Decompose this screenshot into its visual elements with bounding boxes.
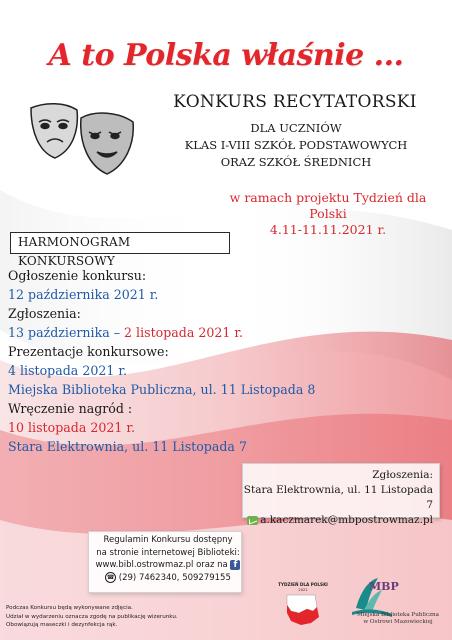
contact-email-row — [243, 513, 433, 528]
present-place: Miejska Biblioteka Publiczna, ul. 11 Listopada 8 — [8, 382, 316, 397]
audience-line-2: KLAS I-VIII SZKÓŁ PODSTAWOWYCH — [184, 138, 408, 152]
library-name-line-2: w Ostrowi Mazowieckiej — [363, 619, 433, 625]
project-line-2: 4.11-11.11.2021 r. — [269, 222, 387, 237]
footnote-line-1: Podczas Konkursu będą wykonywane zdjęcia. — [6, 605, 133, 611]
contact-place: Stara Elektrownia, ul. 11 Listopada 7 — [243, 484, 433, 511]
audience-block — [160, 120, 432, 171]
present-date: 4 listopada 2021 r. — [8, 363, 128, 378]
award-place: Stara Elektrownia, ul. 11 Listopada 7 — [8, 439, 247, 454]
library-logo-letters: MBP — [369, 580, 399, 593]
award-date: 10 listopada 2021 r. — [8, 420, 136, 435]
footnote-line-2: Udział w wydarzeniu oznacza zgodę na publikację wizerunku. — [6, 613, 178, 620]
rules-line-1: Regulamin Konkursu dostępny — [103, 535, 233, 545]
svg-text:2021: 2021 — [298, 588, 308, 592]
rules-website[interactable]: www.bibl.ostrowmaz.pl oraz na — [95, 560, 228, 570]
apply-label: Zgłoszenia: — [8, 306, 81, 321]
schedule-heading: HARMONOGRAM KONKURSOWY — [10, 232, 230, 254]
contact-box — [242, 463, 440, 526]
rules-phone — [93, 572, 243, 585]
facebook-icon[interactable]: f — [230, 560, 240, 570]
audience-line-3: ORAZ SZKÓŁ ŚREDNICH — [220, 155, 372, 169]
footnote — [6, 604, 246, 630]
library-name — [343, 612, 452, 626]
project-block — [218, 190, 438, 238]
footnote-line-3: Obowiązują maseczki i dezynfekcja rąk. — [6, 622, 118, 628]
announce-date: 12 października 2021 r. — [8, 287, 159, 302]
rules-text — [93, 534, 243, 584]
theatre-masks-icon — [25, 100, 145, 180]
poster-title: A to Polska właśnie ... — [48, 38, 404, 73]
present-label: Prezentacje konkursowe: — [8, 344, 169, 359]
project-line-1: w ramach projektu Tydzień dla Polski — [229, 190, 427, 221]
apply-dates — [8, 323, 448, 342]
week-for-poland-badge-logo — [277, 577, 329, 629]
rules-line-2: na stronie internetowej Biblioteki: — [96, 547, 240, 558]
contact-email[interactable]: a.kaczmarek@mbpostrowmaz.pl — [260, 514, 433, 526]
apply-from: 13 października – — [8, 325, 121, 340]
rules-line-3-row — [93, 559, 243, 572]
library-name-line-1: Miejska Biblioteka Publiczna — [357, 612, 439, 618]
email-icon — [247, 516, 258, 525]
phone-icon: ☎ — [106, 573, 115, 581]
schedule-list — [8, 266, 448, 456]
audience-line-1: DLA UCZNIÓW — [250, 121, 342, 135]
rules-phone-numbers: (29) 7462340, 509279155 — [118, 572, 231, 583]
svg-text:TYDZIEŃ DLA POLSKI: TYDZIEŃ DLA POLSKI — [278, 582, 328, 587]
award-label: Wręczenie nagród : — [8, 401, 133, 416]
apply-to: 2 listopada 2021 r. — [124, 325, 244, 340]
announce-label: Ogłoszenie konkursu: — [8, 268, 147, 283]
contest-name: KONKURS RECYTATORSKI — [173, 92, 417, 112]
contact-label: Zgłoszenia: — [372, 469, 433, 481]
